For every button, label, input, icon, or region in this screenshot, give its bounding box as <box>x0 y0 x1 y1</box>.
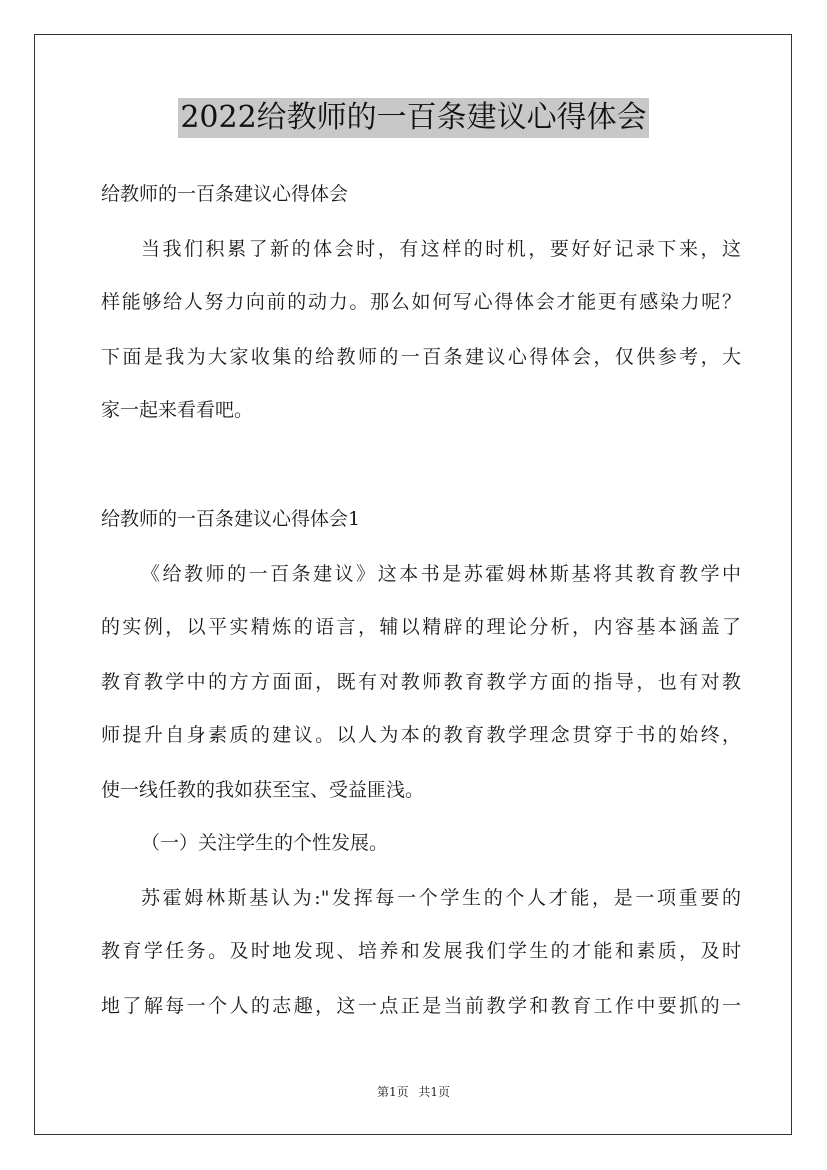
paragraph-line: 下面是我为大家收集的给教师的一百条建议心得体会，仅供参考，大 <box>101 346 741 368</box>
paragraph-line: 当我们积累了新的体会时，有这样的时机，要好好记录下来，这 <box>141 238 741 260</box>
paragraph-line: 教育学任务。及时地发现、培养和发展我们学生的才能和素质，及时 <box>101 940 741 962</box>
page-footer <box>0 1083 827 1100</box>
paragraph-line: 教育教学中的方方面面，既有对教师教育教学方面的指导，也有对教 <box>101 671 741 693</box>
document-title: 2022给教师的一百条建议心得体会 <box>178 98 648 138</box>
paragraph-line: 《给教师的一百条建议》这本书是苏霍姆林斯基将其教育教学中 <box>141 563 741 585</box>
page-number: 第1页 <box>376 1085 409 1099</box>
paragraph-line: 使一线任教的我如获至宝、受益匪浅。 <box>101 779 425 801</box>
section-heading: 给教师的一百条建议心得体会1 <box>101 508 361 530</box>
paragraph-line: 师提升自身素质的建议。以人为本的教育教学理念贯穿于书的始终， <box>101 724 741 746</box>
paragraph-line: 地了解每一个人的志趣，这一点正是当前教学和教育工作中要抓的一 <box>101 995 741 1017</box>
paragraph-line: 样能够给人努力向前的动力。那么如何写心得体会才能更有感染力呢？ <box>101 291 741 313</box>
title-container <box>0 98 827 138</box>
subtitle: 给教师的一百条建议心得体会 <box>101 183 349 205</box>
paragraph-line: 家一起来看看吧。 <box>101 399 254 421</box>
paragraph-line: 苏霍姆林斯基认为:"发挥每一个学生的个人才能，是一项重要的 <box>141 887 741 909</box>
page-total: 共1页 <box>418 1085 451 1099</box>
point-heading: （一）关注学生的个性发展。 <box>141 832 389 854</box>
paragraph-line: 的实例，以平实精炼的语言，辅以精辟的理论分析，内容基本涵盖了 <box>101 616 741 638</box>
